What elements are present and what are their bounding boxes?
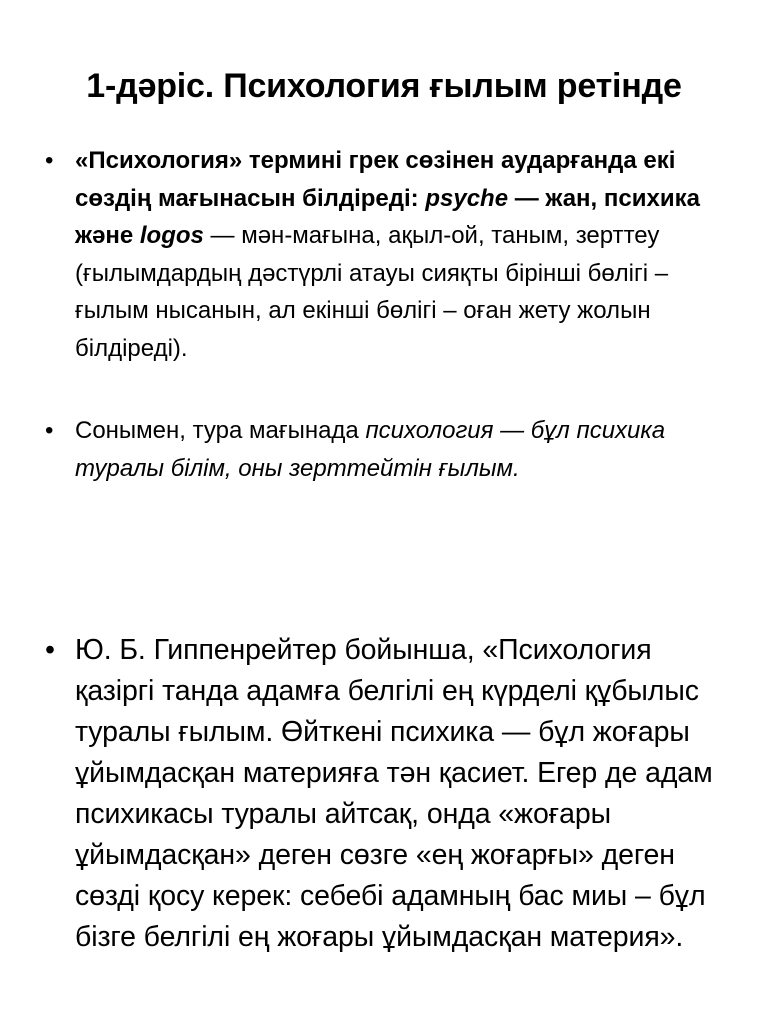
bullet3-quote: Ю. Б. Гиппенрейтер бойынша, «Психология қазіргі танда адамға белгілі ең күрделі құбылыс туралы ғылым. Өйткені психика — бұл жоғары ұйымдасқан материяға тән қасиет. Егер де адам психикасы туралы айтсақ, онда «жоғары ұйымдасқан» деген сөзге «ең жоғарғы» деген сөзді қосу керек: себебі адамның бас миы – бұл бізге белгілі ең жоғары ұйымдасқан материя».	[75, 634, 713, 953]
bullet-item-definition	[45, 412, 725, 487]
bullet2-lead: Сонымен, тура мағынада	[75, 417, 366, 444]
bullet-marker: •	[45, 417, 54, 444]
bullet-item-gippenreiter-quote	[45, 630, 725, 958]
bullet1-bold-lead: «Психология» термині грек сөзінен аударғанда екі сөздің мағынасын білдіреді:	[75, 147, 676, 212]
bullet1-rest: — мән-мағына, ақыл-ой, таным, зерттеу (ғылымдардың дәстүрлі атауы сияқты бірінші бөлігі – ғылым нысанын, ал екінші бөлігі – оған жету жолын білдіреді).	[75, 222, 669, 362]
bullet-marker: •	[45, 634, 55, 666]
bullet-item-term-etymology	[45, 142, 725, 367]
bullet2-definition: психология — бұл психика туралы білім, оны зерттейтін ғылым.	[75, 417, 666, 482]
bullet1-bold-mid: — жан, психика және	[75, 184, 700, 249]
bullet-marker: •	[45, 147, 54, 174]
bullet1-term-psyche: psyche	[425, 184, 509, 212]
slide-title: 1-дәріс. Психология ғылым ретінде	[86, 66, 682, 105]
bullet1-term-logos: logos	[139, 222, 204, 249]
